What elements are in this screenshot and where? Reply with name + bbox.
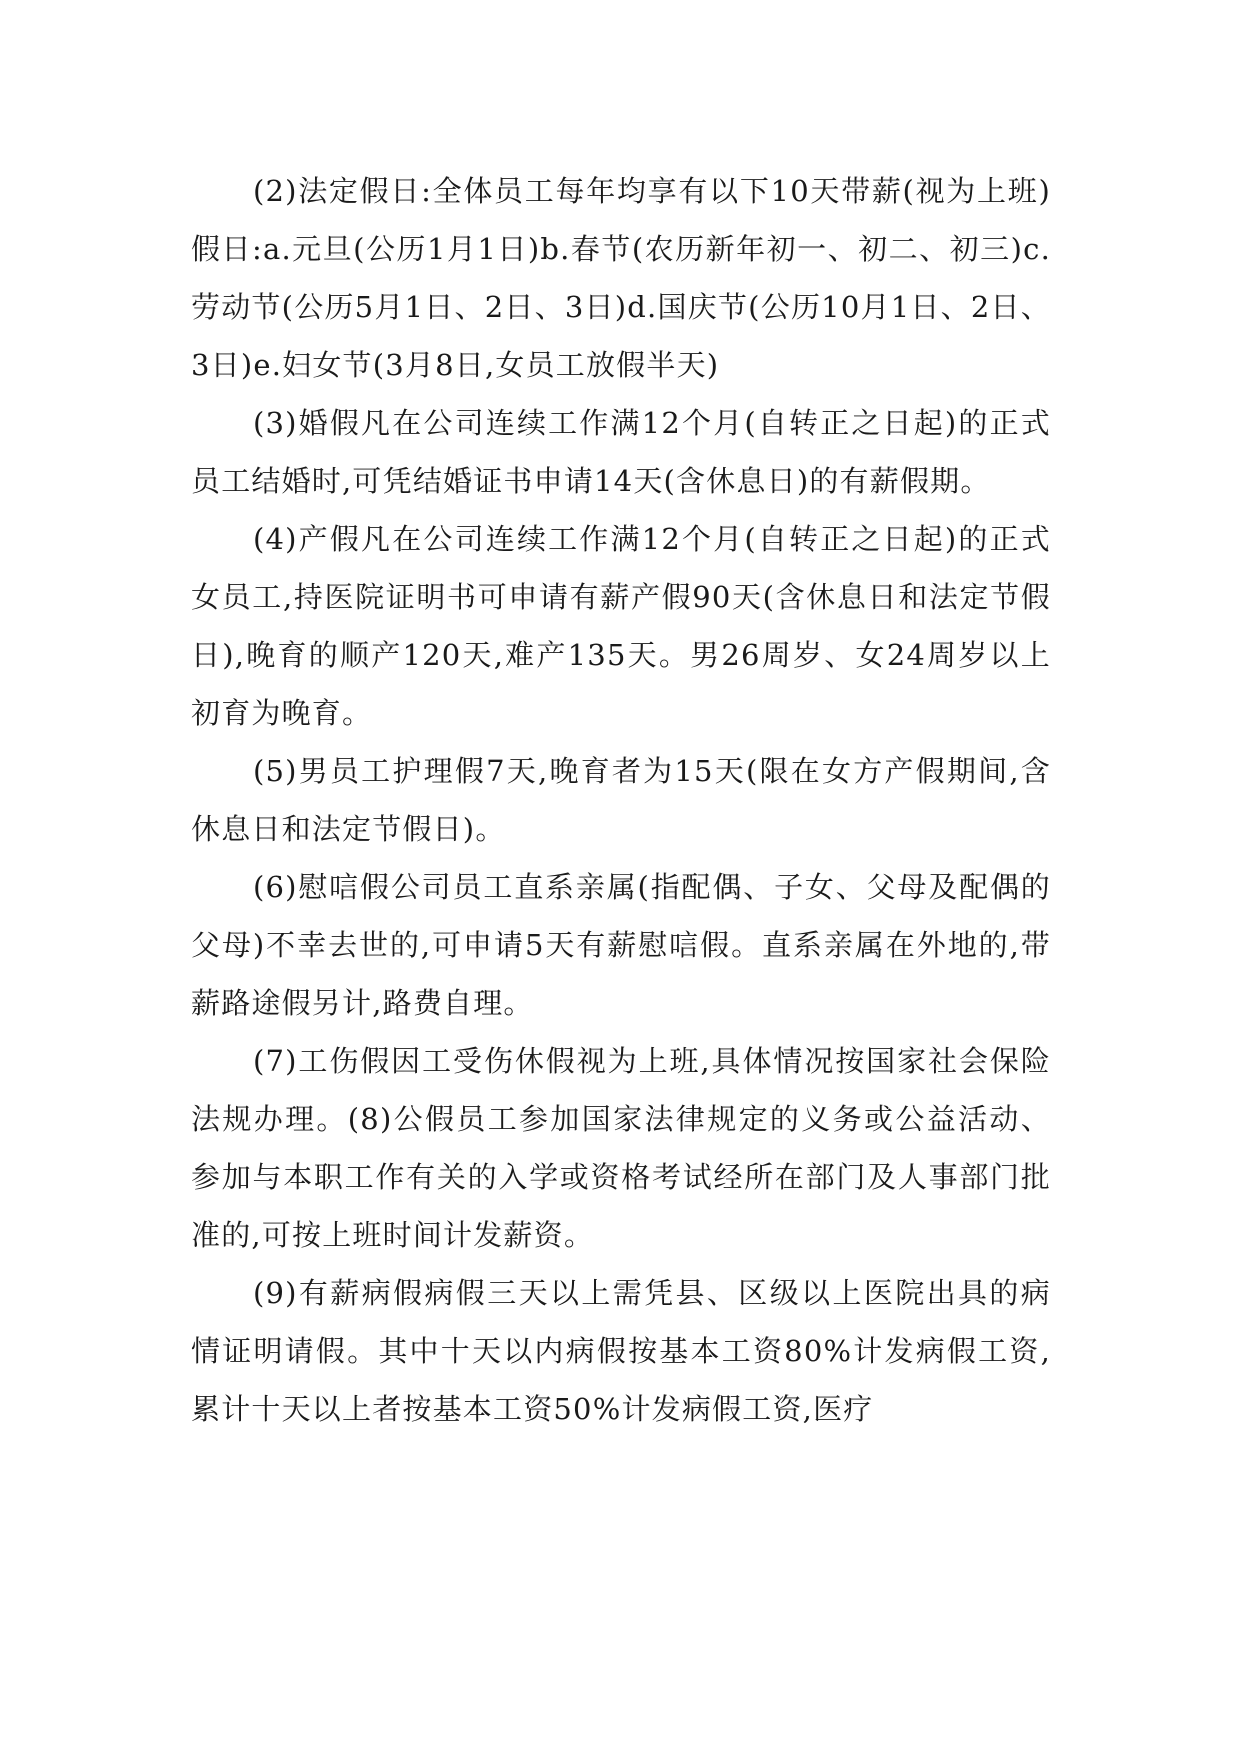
document-body: [191, 162, 1051, 1438]
paragraph-statutory-holidays: (2)法定假日:全体员工每年均享有以下10天带薪(视为上班)假日:a.元旦(公历1月1日)b.春节(农历新年初一、初二、初三)c.劳动节(公历5月1日、2日、3日)d.国庆节(公历10月1日、2日、3日)e.妇女节(3月8日,女员工放假半天): [191, 174, 1051, 382]
paragraph-maternity-leave: (4)产假凡在公司连续工作满12个月(自转正之日起)的正式女员工,持医院证明书可申请有薪产假90天(含休息日和法定节假日),晚育的顺产120天,难产135天。男26周岁、女24周岁以上初育为晚育。: [191, 522, 1051, 730]
paragraph-work-injury-leave: (7)工伤假因工受伤休假视为上班,具体情况按国家社会保险法规办理。(8)公假员工参加国家法律规定的义务或公益活动、参加与本职工作有关的入学或资格考试经所在部门及人事部门批准的,可按上班时间计发薪资。: [191, 1044, 1051, 1252]
paragraph-bereavement-leave: (6)慰唁假公司员工直系亲属(指配偶、子女、父母及配偶的父母)不幸去世的,可申请5天有薪慰唁假。直系亲属在外地的,带薪路途假另计,路费自理。: [191, 870, 1051, 1020]
paragraph-paid-sick-leave: (9)有薪病假病假三天以上需凭县、区级以上医院出具的病情证明请假。其中十天以内病假按基本工资80%计发病假工资,累计十天以上者按基本工资50%计发病假工资,医疗: [191, 1276, 1051, 1426]
paragraph-marriage-leave: (3)婚假凡在公司连续工作满12个月(自转正之日起)的正式员工结婚时,可凭结婚证书申请14天(含休息日)的有薪假期。: [191, 406, 1051, 498]
paragraph-paternity-leave: (5)男员工护理假7天,晚育者为15天(限在女方产假期间,含休息日和法定节假日)。: [191, 754, 1051, 846]
